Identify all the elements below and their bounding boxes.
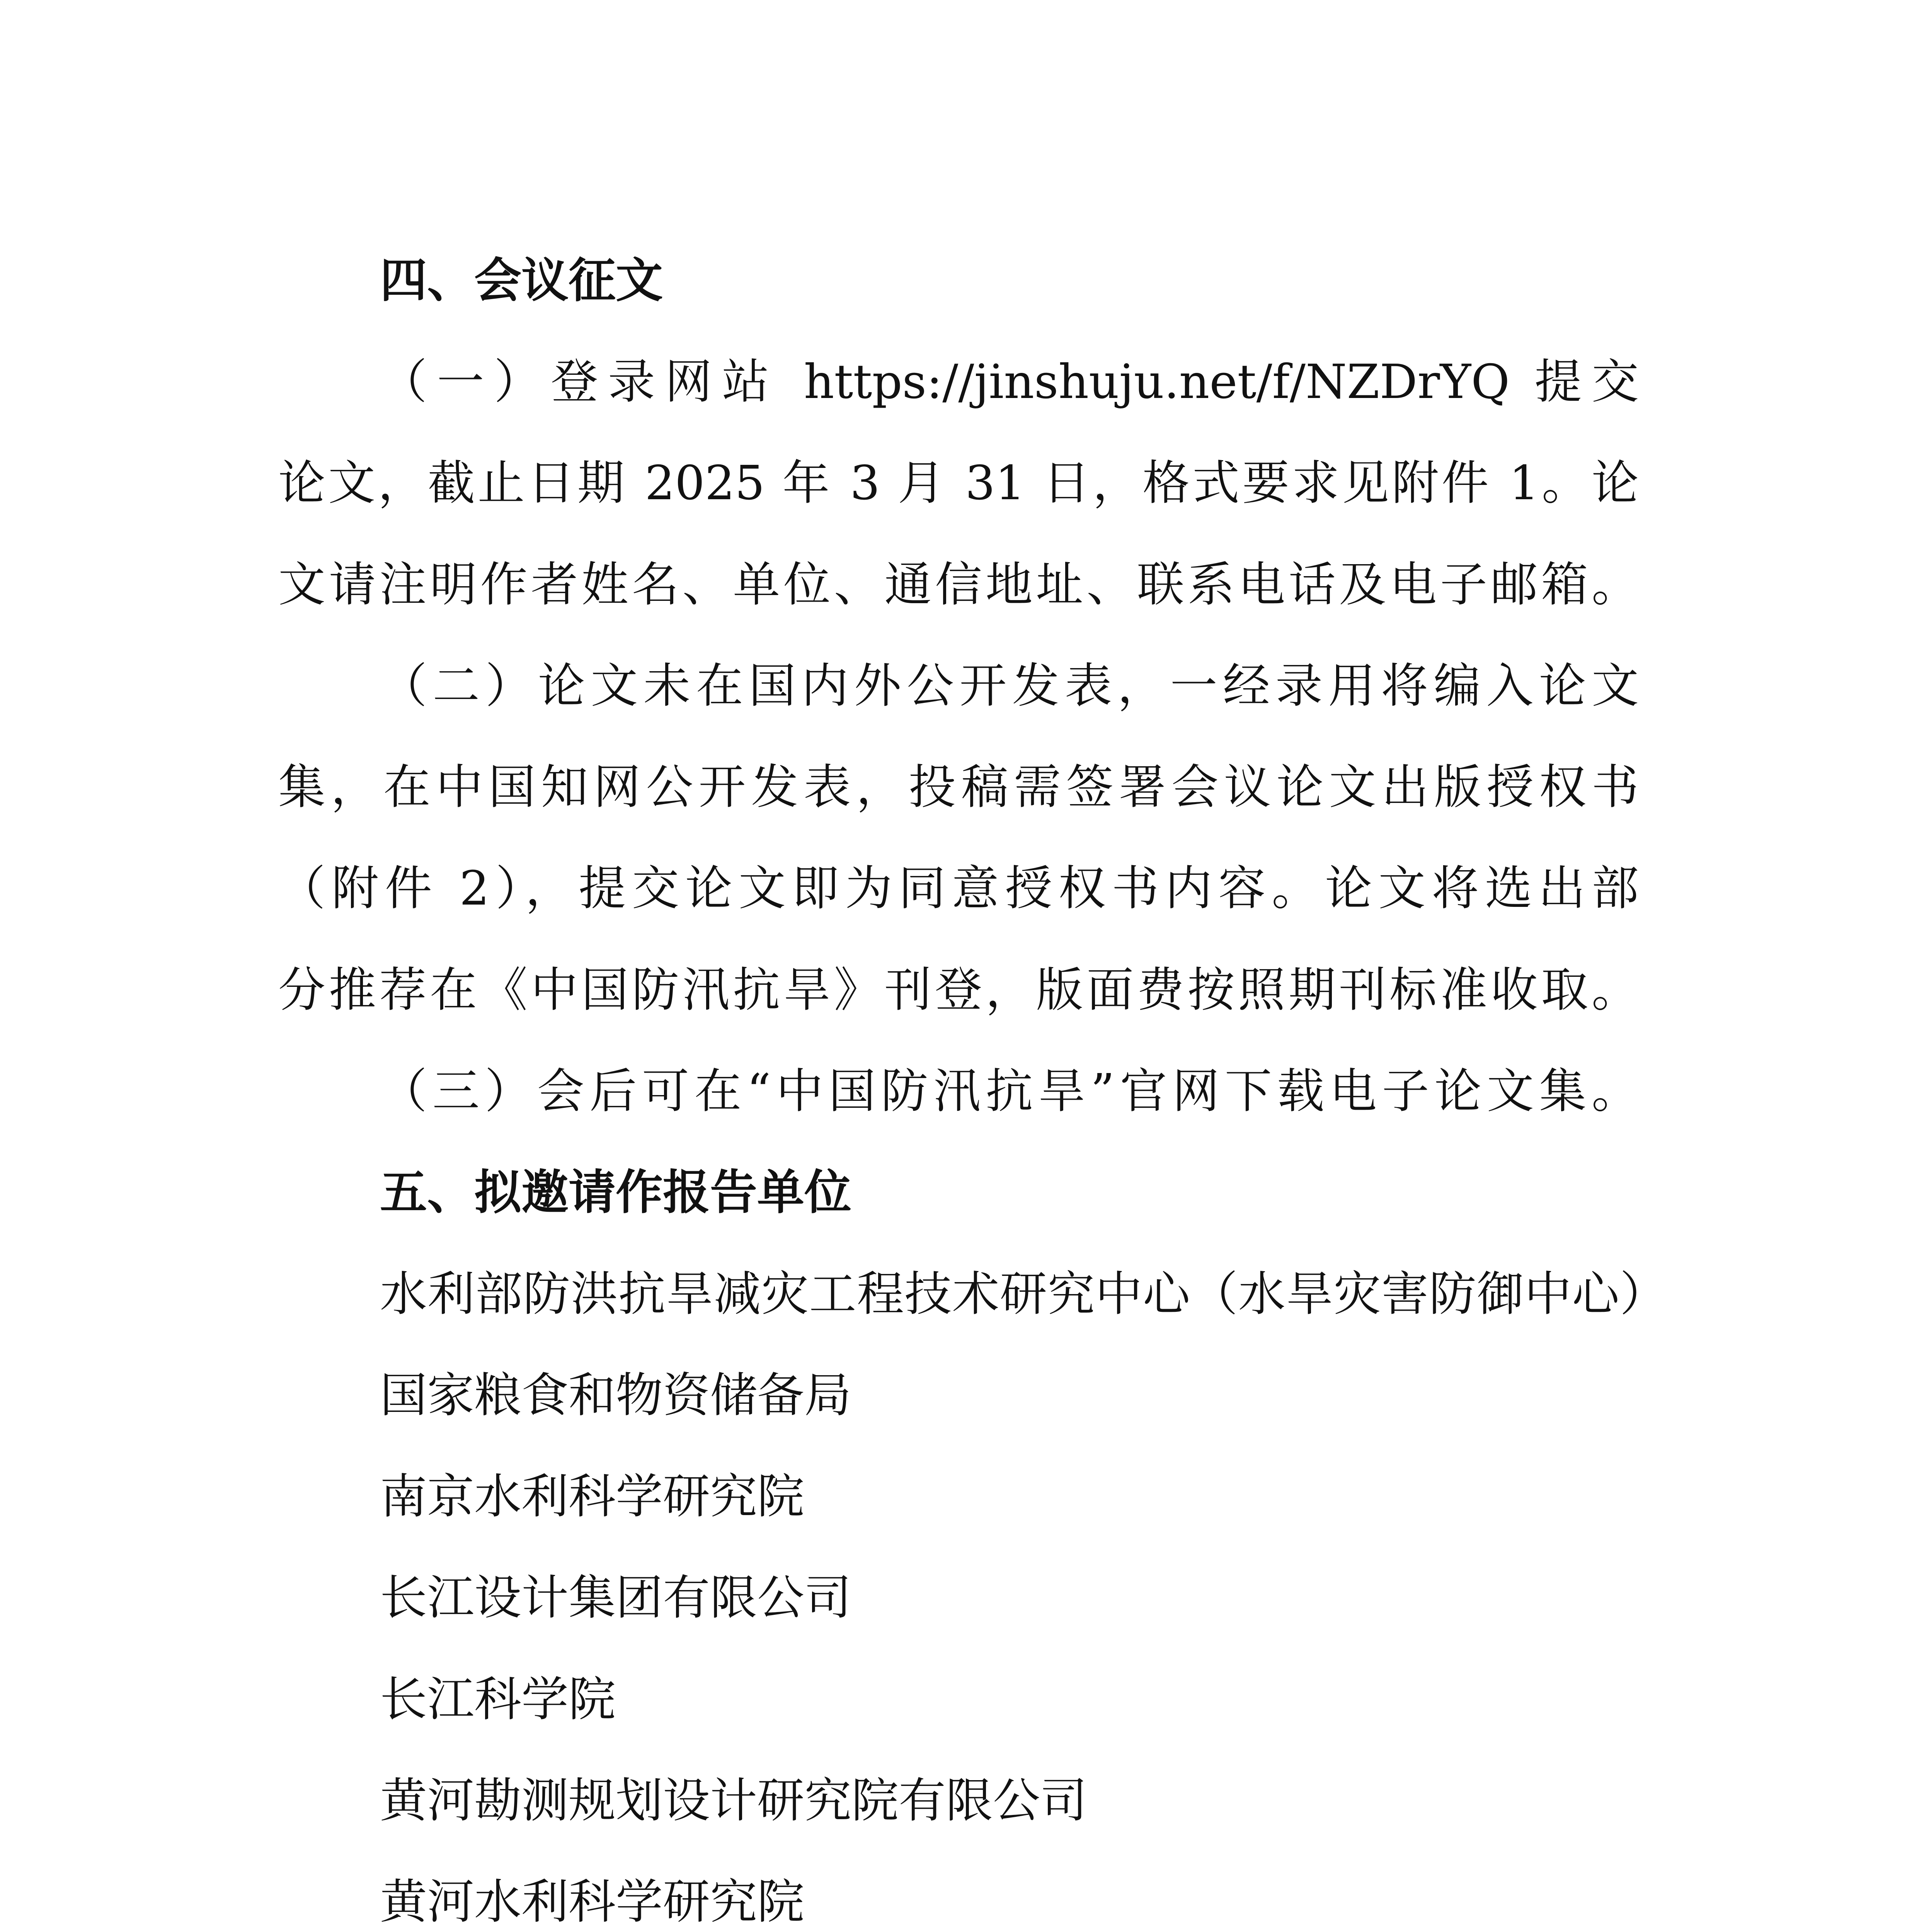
paragraph-line: （附件 2），提交论文即为同意授权书内容。论文将选出部 [278,861,1639,916]
unit-item: 黄河勘测规划设计研究院有限公司 [380,1773,1087,1828]
paragraph-line: （三）会后可在“中国防汛抗旱”官网下载电子论文集。 [380,1064,1639,1119]
unit-item: 长江科学院 [380,1672,616,1727]
section-heading-5: 五、拟邀请作报告单位 [380,1165,851,1220]
paragraph-line: 分推荐在《中国防汛抗旱》刊登，版面费按照期刊标准收取。 [278,963,1639,1017]
unit-item: 黄河水利科学研究院 [380,1874,804,1929]
paragraph-line: 文请注明作者姓名、单位、通信地址、联系电话及电子邮箱。 [278,557,1639,612]
paragraph-line: 论文，截止日期 2025 年 3 月 31 日，格式要求见附件 1。论 [278,456,1639,510]
paragraph-line: （一）登录网站 https://jinshuju.net/f/NZDrYQ 提交 [380,354,1639,409]
unit-item: 国家粮食和物资储备局 [380,1368,851,1423]
unit-item: 水利部防洪抗旱减灾工程技术研究中心（水旱灾害防御中心） [380,1267,1667,1321]
unit-item: 南京水利科学研究院 [380,1469,804,1524]
section-heading-4: 四、会议征文 [380,253,663,308]
paragraph-line: （二）论文未在国内外公开发表，一经录用将编入论文 [380,658,1639,713]
unit-item: 长江设计集团有限公司 [380,1570,851,1625]
paragraph-line: 集，在中国知网公开发表，投稿需签署会议论文出版授权书 [278,760,1639,815]
